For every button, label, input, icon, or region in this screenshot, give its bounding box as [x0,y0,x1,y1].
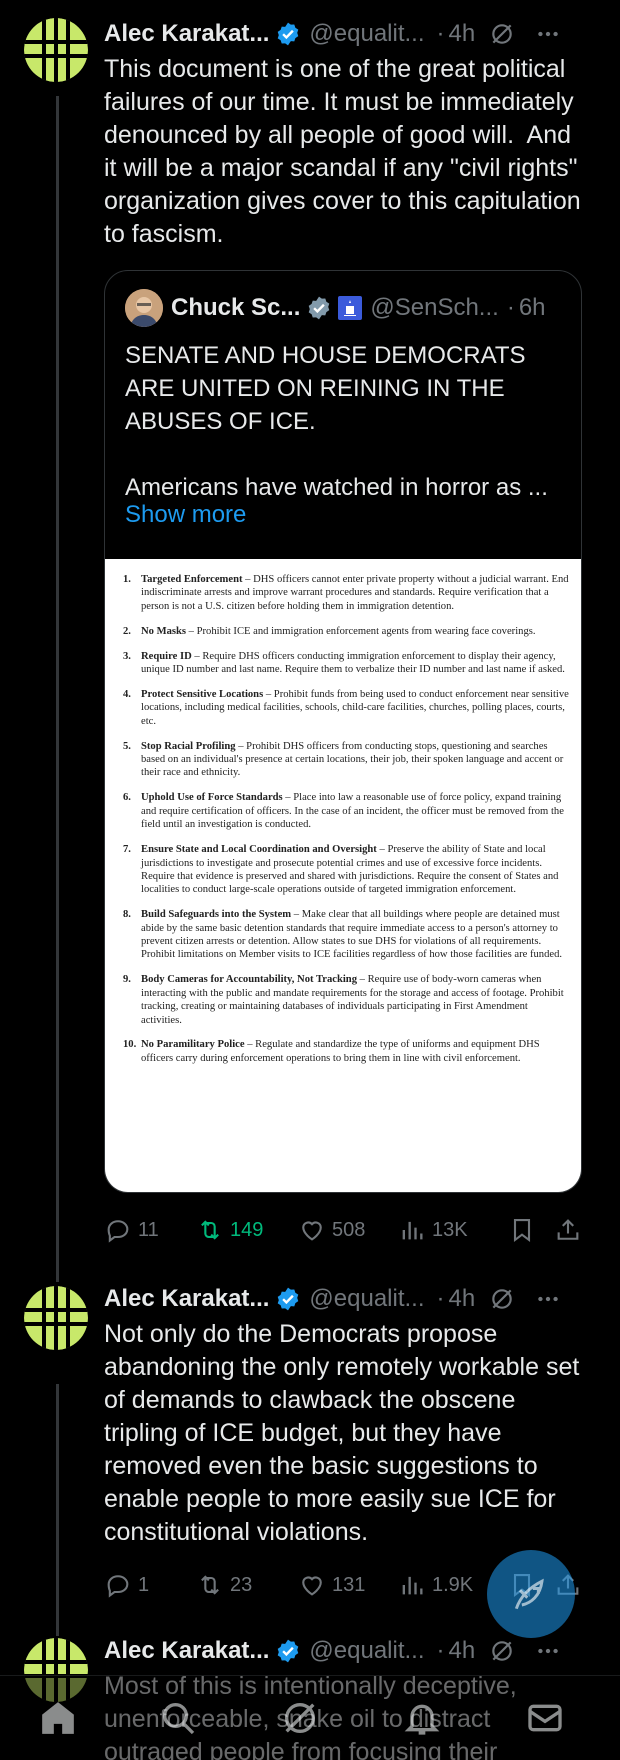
separator-dot: · [436,1285,445,1312]
verified-badge-icon [275,1286,301,1312]
notifications-icon[interactable] [402,1698,442,1738]
tweet-text: Not only do the Democrats propose abandoning the only remotely workable set of demands to clawback the obscene tripling of ICE budget, but they have removed even the basic suggestions to enable people to more easily sue ICE for constitutional violations. [104,1320,587,1546]
home-icon[interactable] [38,1698,78,1738]
verified-badge-icon [275,1638,301,1664]
share-button[interactable] [554,1216,582,1244]
reply-button[interactable] [104,1571,196,1599]
repost-count: 23 [230,1573,253,1596]
compose-button[interactable] [487,1550,575,1638]
reply-button[interactable] [104,1216,196,1244]
document-item: 2. No Masks – Prohibit ICE and immigration enforcement agents from wearing face coverings. [123,625,536,637]
document-item: 6. Uphold Use of Force Standards – Place into law a reasonable use of force policy, expand training and require certification of officers. In the case of an incident, the officer must be removed from the field until an investigation is conducted. [123,792,564,831]
bookmark-button[interactable] [508,1216,548,1244]
like-count: 508 [332,1218,366,1241]
share-icon [554,1216,582,1244]
bookmark-icon [508,1216,536,1244]
more-icon[interactable] [535,21,561,47]
more-icon[interactable] [535,1638,561,1664]
repost-icon [196,1571,224,1599]
search-icon[interactable] [158,1698,198,1738]
reply-count: 1 [138,1573,150,1596]
views-icon [398,1571,426,1599]
separator-dot: · [506,294,515,321]
timestamp[interactable]: 4h [448,1285,476,1312]
quote-timestamp[interactable]: 6h [518,294,546,321]
avatar[interactable] [24,18,88,82]
repost-icon [196,1216,224,1244]
document-item: 8. Build Safeguards into the System – Make clear that all buildings where people are detained must abide by the same basic detention standards that require immediate access to a person's attorney to prevent citizen arrests or detention. Allow states to sue DHS for violations of all requirements. Prohibit limitations on Member visits to ICE facilities regardless of how those facilities are funded. [123,909,563,961]
verified-badge-icon [306,295,332,321]
author-name[interactable]: Alec Karakat... [104,1637,270,1664]
government-affiliation-icon [338,296,362,320]
document-item: 3. Require ID – Require DHS officers conducting immigration enforcement to display their agency, unique ID number and last name. Require them to verbalize their ID number and last name if asked. [123,650,565,676]
document-item: 5. Stop Racial Profiling – Prohibit DHS officers from conducting stops, questioning and searches based on an individual's presence at certain locations, their job, their spoken language and accent or their race and ethnicity. [123,740,564,779]
views-count: 13K [432,1218,468,1241]
verified-badge-icon [275,21,301,47]
grok-icon[interactable] [489,1286,515,1312]
messages-icon[interactable] [525,1698,565,1738]
repost-button[interactable] [196,1571,298,1599]
author-handle[interactable]: @equalit... [309,20,425,47]
compose-icon [509,1572,553,1616]
quote-author-handle[interactable]: @SenSch... [370,294,499,321]
separator-dot: · [436,1637,445,1664]
views-icon [398,1216,426,1244]
repost-count: 149 [230,1218,264,1241]
repost-button[interactable] [196,1216,298,1244]
quote-text: SENATE AND HOUSE DEMOCRATS ARE UNITED ON REINING IN THE ABUSES OF ICE. Americans have watched in horror as ... [125,342,548,501]
document-item: 9. Body Cameras for Accountability, Not Tracking – Require use of body-worn cameras when interacting with the public and mandate requirements for the storage and access of footage. Prohibit tracking, creating or maintaining databases of individuals participating in First Amendment activities. [123,974,564,1026]
quote-author-name[interactable]: Chuck Sc... [171,294,301,321]
action-bar [104,1210,582,1250]
reply-icon [104,1571,132,1599]
separator-dot: · [436,20,445,47]
avatar[interactable] [24,1286,88,1350]
heart-icon [298,1216,326,1244]
document-item: 10. No Paramilitary Police – Regulate and standardize the type of uniforms and equipment DHS officers carry during enforcement operations to bring them in line with civil enforcement. [123,1039,540,1064]
timestamp[interactable]: 4h [448,20,476,47]
reply-icon [104,1216,132,1244]
quoted-tweet[interactable] [104,270,582,1193]
document-item: 7. Ensure State and Local Coordination and Oversight – Preserve the ability of State and local jurisdictions to investigate and prosecute potential crimes and use of excessive force incidents. Require that evidence is preserved and shared with jurisdictions. Require the consent of States and localities to conduct large-scale operations outside of targeted immigration enforcement. [123,844,559,896]
document-item: 1. Targeted Enforcement – DHS officers cannot enter private property without a judicial warrant. End indiscriminate arrests and improve warrant procedures and standards. Require verification that a person is not a U.S. citizen before holding them in immigration detention. [123,574,569,612]
tweet-text: This document is one of the great political failures of our time. It must be immediately denounced by all people of good will. And it will be a major scandal if any "civil rights" organization gives cover to this capitulation to fascism. [104,55,588,248]
reply-count: 11 [138,1218,159,1241]
author-name[interactable]: Alec Karakat... [104,20,270,47]
author-handle[interactable]: @equalit... [309,1285,425,1312]
grok-icon[interactable] [280,1698,320,1738]
views-count: 1.9K [432,1573,474,1596]
like-button[interactable] [298,1571,398,1599]
views-button[interactable] [398,1216,508,1244]
author-handle[interactable]: @equalit... [309,1637,425,1664]
timestamp[interactable]: 4h [448,1637,476,1664]
quote-avatar[interactable] [125,289,163,327]
grok-icon[interactable] [489,21,515,47]
heart-icon [298,1571,326,1599]
grok-icon[interactable] [489,1638,515,1664]
like-count: 131 [332,1573,366,1596]
show-more-link[interactable]: Show more [125,501,247,528]
author-name[interactable]: Alec Karakat... [104,1285,270,1312]
more-icon[interactable] [535,1286,561,1312]
document-item: 4. Protect Sensitive Locations – Prohibit funds from being used to conduct enforcement near sensitive locations, including medical facilities, schools, child-care facilities, churches, polling places, courts, etc. [123,688,569,727]
like-button[interactable] [298,1216,398,1244]
bottom-navigation [0,1675,620,1760]
quote-document-image[interactable] [105,559,582,1193]
